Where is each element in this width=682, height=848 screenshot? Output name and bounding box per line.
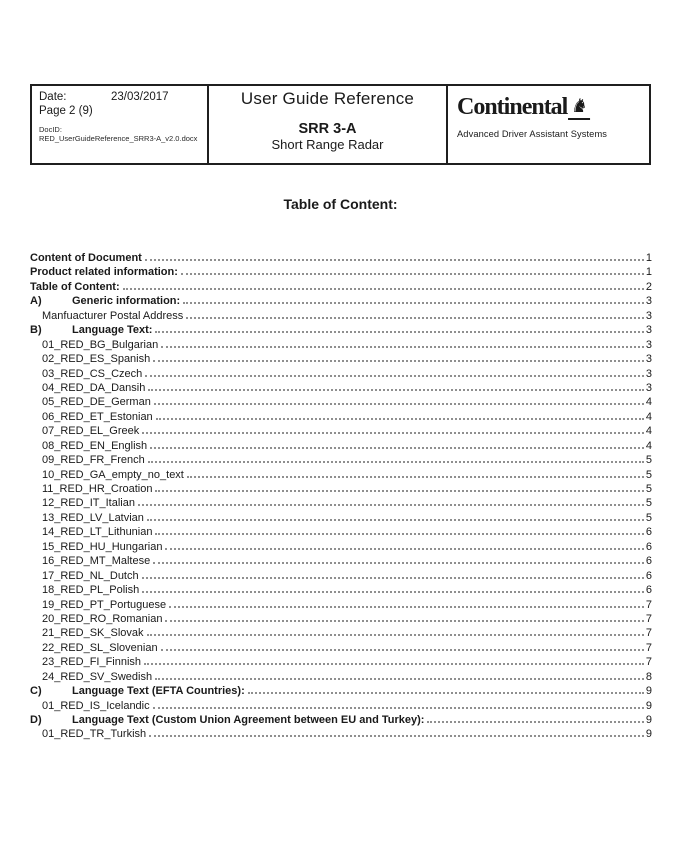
toc-row (30, 655, 652, 669)
toc-leader-dots (165, 548, 643, 550)
toc-leader-dots (156, 418, 644, 420)
toc-row (30, 626, 652, 640)
toc-entry-label: 23_RED_FI_Finnish (42, 656, 142, 669)
toc-leader-dots (155, 678, 644, 680)
toc-row (30, 525, 652, 539)
toc-row (30, 468, 652, 482)
toc-page-number: 5 (645, 454, 652, 467)
toc-row (30, 367, 652, 381)
toc-leader-dots (161, 346, 644, 348)
toc-leader-dots (138, 504, 644, 506)
toc-entry-label: A) Generic information: (30, 295, 181, 308)
toc-row (30, 439, 652, 453)
toc-row (30, 684, 652, 698)
toc-row (30, 280, 652, 294)
toc-page-number: 6 (645, 555, 652, 568)
toc-page-number: 7 (645, 627, 652, 640)
toc-page-number: 9 (645, 728, 652, 741)
toc-page-number: 9 (645, 699, 652, 712)
toc-entry-label: 05_RED_DE_German (42, 396, 151, 409)
toc-row (30, 641, 652, 655)
toc-page-number: 4 (645, 410, 652, 423)
toc-page-number: 3 (645, 367, 652, 380)
toc-entry-label: 14_RED_LT_Lithunian (42, 526, 153, 539)
toc-leader-dots (153, 360, 644, 362)
toc-page-number: 3 (645, 309, 652, 322)
toc-leader-dots (153, 707, 644, 709)
toc-row (30, 294, 652, 308)
toc-page-number: 3 (645, 295, 652, 308)
toc-leader-dots (142, 577, 644, 579)
header-title-cell (209, 86, 448, 163)
toc-page-number: 5 (645, 468, 652, 481)
toc-entry-label: 08_RED_EN_English (42, 439, 148, 452)
toc-page-number: 2 (645, 280, 652, 293)
toc-entry-label: 19_RED_PT_Portuguese (42, 598, 167, 611)
toc-row (30, 727, 652, 741)
docid-value: RED_UserGuideReference_SRR3-A_v2.0.docx (39, 134, 198, 143)
toc-page-number: 3 (645, 353, 652, 366)
toc-row (30, 410, 652, 424)
toc-leader-dots (161, 649, 644, 651)
toc-row (30, 424, 652, 438)
toc-row (30, 338, 652, 352)
date-value: 23/03/2017 (111, 91, 169, 103)
header-brand-cell (448, 86, 649, 163)
docid-label: DocID: (39, 125, 62, 134)
toc-entry-label: 24_RED_SV_Swedish (42, 670, 153, 683)
toc-page-number: 6 (645, 569, 652, 582)
brand-tagline: Advanced Driver Assistant Systems (457, 129, 608, 139)
toc-leader-dots (147, 634, 644, 636)
toc-entry-label: 20_RED_RO_Romanian (42, 612, 163, 625)
toc-leader-dots (148, 389, 644, 391)
toc-entry-label: C) Language Text (EFTA Countries): (30, 685, 245, 698)
toc-entry-label: 21_RED_SK_Slovak (42, 627, 144, 640)
brand-wordmark: Continental (457, 94, 568, 120)
toc-row (30, 395, 652, 409)
toc-leader-dots (142, 432, 644, 434)
toc-leader-dots (155, 331, 643, 333)
toc-entry-label: 01_RED_BG_Bulgarian (42, 338, 159, 351)
toc-entry-label: 06_RED_ET_Estonian (42, 410, 153, 423)
toc-entry-label: 02_RED_ES_Spanish (42, 353, 151, 366)
toc-page-number: 3 (645, 338, 652, 351)
toc-leader-dots (153, 562, 644, 564)
toc-entry-label: 09_RED_FR_French (42, 454, 145, 467)
toc-page-number: 6 (645, 526, 652, 539)
toc-row (30, 453, 652, 467)
header-table (30, 84, 651, 165)
toc-leader-dots (427, 721, 643, 723)
toc-row (30, 583, 652, 597)
toc-row (30, 670, 652, 684)
toc-leader-dots (155, 490, 643, 492)
toc-entry-label: Table of Content: (30, 280, 120, 293)
toc-leader-dots (154, 403, 644, 405)
toc-row (30, 251, 652, 265)
document-title: User Guide Reference (240, 89, 415, 108)
toc-entry-label: 16_RED_MT_Maltese (42, 555, 151, 568)
toc-leader-dots (165, 620, 643, 622)
toc-entry-label: 12_RED_IT_Italian (42, 497, 135, 510)
toc-list (30, 251, 652, 742)
toc-leader-dots (248, 692, 644, 694)
toc-leader-dots (181, 273, 644, 275)
toc-leader-dots (150, 447, 644, 449)
toc-entry-prefix: D) (30, 714, 42, 726)
toc-page-number: 9 (645, 685, 652, 698)
toc-entry-label: 15_RED_HU_Hungarian (42, 540, 163, 553)
horse-icon: ♞ (568, 96, 590, 120)
toc-leader-dots (186, 317, 644, 319)
page-indicator (39, 104, 201, 118)
date-row (39, 90, 201, 104)
toc-page-number: 6 (645, 540, 652, 553)
toc-page-number: 5 (645, 511, 652, 524)
toc-row (30, 323, 652, 337)
toc-row (30, 309, 652, 323)
page-indicator-label: Page 2 (9) (39, 105, 93, 117)
toc-row (30, 511, 652, 525)
toc-entry-label: 13_RED_LV_Latvian (42, 511, 144, 524)
toc-page-number: 4 (645, 425, 652, 438)
toc-entry-label: 01_RED_TR_Turkish (42, 728, 147, 741)
toc-leader-dots (147, 519, 644, 521)
toc-page-number: 7 (645, 641, 652, 654)
toc-page-number: 7 (645, 656, 652, 669)
toc-entry-label: Product related information: (30, 266, 178, 279)
toc-entry-label: B) Language Text: (30, 324, 153, 337)
toc-row (30, 554, 652, 568)
docid-block (39, 125, 201, 143)
toc-entry-label: 11_RED_HR_Croation (42, 483, 153, 495)
toc-page-number: 4 (645, 439, 652, 452)
toc-page-number: 7 (645, 598, 652, 611)
toc-row (30, 612, 652, 626)
toc-row (30, 381, 652, 395)
toc-page-number: 3 (645, 381, 652, 394)
toc-leader-dots (144, 663, 644, 665)
toc-leader-dots (155, 533, 643, 535)
toc-row (30, 699, 652, 713)
toc-heading: Table of Content: (283, 196, 398, 212)
toc-leader-dots (142, 591, 644, 593)
toc-entry-prefix: B) (30, 324, 42, 337)
date-label: Date: (39, 91, 67, 103)
toc-page-number: 5 (645, 497, 652, 510)
toc-row (30, 713, 652, 727)
toc-row (30, 598, 652, 612)
product-name: SRR 3-A (298, 121, 357, 137)
toc-entry-label: 07_RED_EL_Greek (42, 425, 140, 438)
toc-row (30, 352, 652, 366)
toc-leader-dots (149, 735, 644, 737)
toc-entry-label: 04_RED_DA_Dansih (42, 381, 146, 394)
toc-row (30, 265, 652, 279)
toc-row (30, 496, 652, 510)
toc-page-number: 1 (645, 266, 652, 279)
toc-row (30, 482, 652, 496)
toc-page-number: 8 (645, 670, 652, 683)
toc-page-number: 5 (645, 483, 652, 495)
toc-leader-dots (183, 302, 644, 304)
toc-entry-label: Manfuacturer Postal Address (42, 309, 184, 322)
continental-logo (457, 94, 643, 120)
toc-page-number: 6 (645, 584, 652, 597)
toc-page-number: 9 (645, 714, 652, 726)
toc-page-number: 3 (645, 324, 652, 337)
header-meta-cell (32, 86, 209, 163)
toc-entry-label: 10_RED_GA_empty_no_text (42, 468, 184, 481)
toc-row (30, 540, 652, 554)
toc-entry-prefix: A) (30, 295, 42, 308)
toc-page-number: 4 (645, 396, 652, 409)
toc-entry-label: 22_RED_SL_Slovenian (42, 641, 158, 654)
toc-leader-dots (148, 461, 644, 463)
toc-entry-prefix: C) (30, 685, 42, 698)
toc-leader-dots (145, 375, 644, 377)
toc-entry-label: 01_RED_IS_Icelandic (42, 699, 150, 712)
toc-entry-label: 18_RED_PL_Polish (42, 584, 140, 597)
toc-entry-label: 03_RED_CS_Czech (42, 367, 143, 380)
product-subtitle: Short Range Radar (271, 137, 384, 152)
toc-page-number: 1 (645, 252, 652, 264)
toc-entry-label: 17_RED_NL_Dutch (42, 569, 139, 582)
toc-entry-label: D) Language Text (Custom Union Agreement between EU and Turkey): (30, 714, 425, 726)
toc-leader-dots (169, 606, 644, 608)
toc-entry-label: Content of Document (30, 252, 142, 264)
toc-row (30, 569, 652, 583)
toc-leader-dots (123, 288, 644, 290)
toc-page-number: 7 (645, 612, 652, 625)
toc-leader-dots (145, 259, 644, 261)
toc-leader-dots (187, 476, 644, 478)
